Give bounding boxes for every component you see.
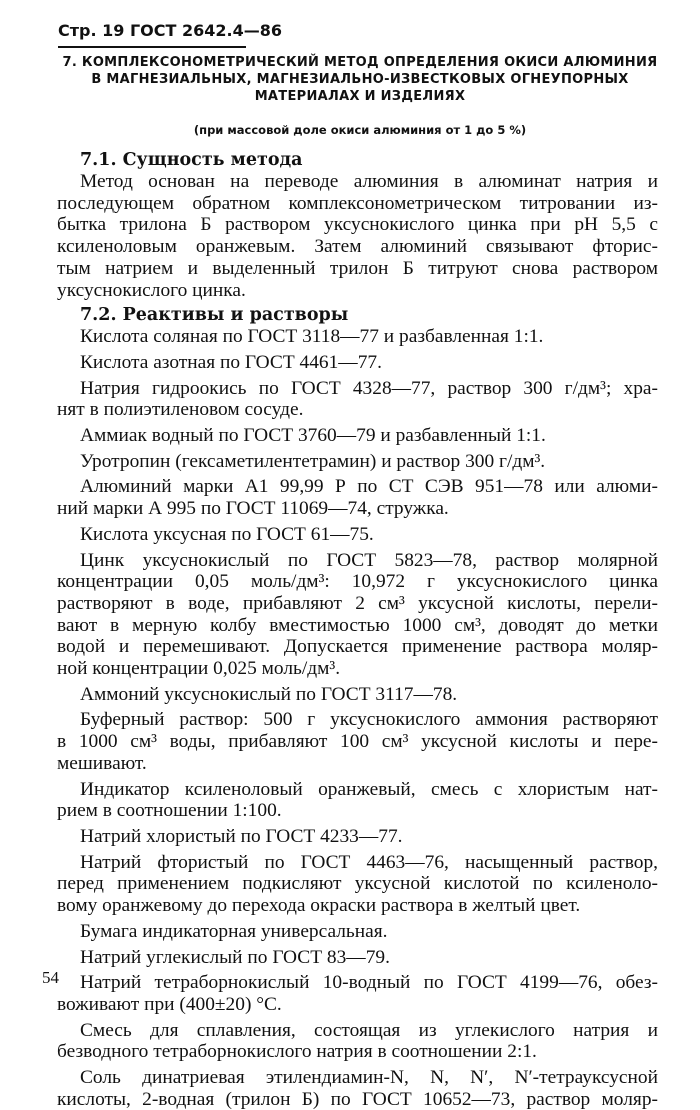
section-title-line: В МАГНЕЗИАЛЬНЫХ, МАГНЕЗИАЛЬНО-ИЗВЕСТКОВЫХ ОГНЕУПОРНЫХ [91, 72, 629, 87]
body-text [57, 146, 658, 1110]
text-line: Натрий тетраборнокислый 10-водный по ГОСТ 4199—76, обез- [80, 972, 658, 994]
text-line: Уротропин (гексаметилентетрамин) и раствор 300 г/дм³. [80, 450, 546, 472]
text-line: Аммоний уксуснокислый по ГОСТ 3117—78. [80, 683, 458, 705]
text-line: Кислота уксусная по ГОСТ 61—75. [80, 523, 374, 545]
text-line: вому оранжевому до перехода окраски раствора в желтый цвет. [57, 895, 581, 917]
text-line: мешивают. [57, 752, 147, 774]
text-line: растворяют в воде, прибавляют 2 см³ уксусной кислоты, перели- [57, 592, 658, 614]
text-line: Бумага индикаторная универсальная. [80, 920, 388, 942]
text-line: тым натрием и выделенный трилон Б титруют снова раствором [57, 257, 658, 279]
reagent-item [80, 451, 658, 473]
text-line: водой и перемешивают. Допускается применение раствора моляр- [57, 636, 658, 658]
text-line: концентрации 0,05 моль/дм³: 10,972 г уксуснокислого цинка [57, 571, 658, 593]
header-rule [58, 46, 246, 48]
reagent-item [57, 1019, 658, 1063]
text-line: безводного тетраборнокислого натрия в соотношении 2:1. [57, 1041, 537, 1063]
text-line: Алюминий марки А1 99,99 Р по СТ СЭВ 951—78 или алюми- [80, 476, 658, 498]
text-line: Натрий хлористый по ГОСТ 4233—77. [80, 825, 403, 847]
reagent-item [57, 476, 658, 520]
reagent-item [80, 524, 658, 546]
text-line: Натрий углекислый по ГОСТ 83—79. [80, 946, 390, 968]
text-line: Аммиак водный по ГОСТ 3760—79 и разбавленный 1:1. [80, 425, 546, 447]
reagent-item [80, 826, 658, 848]
reagent-item [57, 1067, 658, 1110]
text-line: кислоты, 2-водная (трилон Б) по ГОСТ 10652—73, раствор моляр- [57, 1088, 658, 1110]
text-line: Индикатор ксиленоловый оранжевый, смесь с хлористым нат- [80, 778, 658, 800]
page-number: 54 [42, 968, 59, 987]
text-line: Смесь для сплавления, состоящая из углекислого натрия и [80, 1019, 658, 1041]
text-line: Натрий фтористый по ГОСТ 4463—76, насыщенный раствор, [80, 851, 658, 873]
section-subtitle: (при массовой доле окиси алюминия от 1 до 5 %) [193, 123, 527, 137]
text-line: бытка трилона Б раствором уксуснокислого цинка при pH 5,5 с [57, 214, 658, 236]
text-line: последующем обратном комплексонометрическом титровании из- [57, 192, 658, 214]
reagent-item [57, 851, 658, 917]
section-title-line: 7. КОМПЛЕКСОНОМЕТРИЧЕСКИЙ МЕТОД ОПРЕДЕЛЕНИЯ ОКИСИ АЛЮМИНИЯ [62, 55, 658, 70]
reagent-item [57, 778, 658, 822]
text-line: Натрия гидроокись по ГОСТ 4328—77, раствор 300 г/дм³; хра- [80, 377, 658, 399]
text-line: ксиленоловым оранжевым. Затем алюминий связывают фторис- [57, 236, 658, 258]
text-line: ний марки А 995 по ГОСТ 11069—74, стружка. [57, 498, 449, 520]
text-line: Цинк уксуснокислый по ГОСТ 5823—78, раствор молярной [80, 549, 658, 571]
reagent-item [80, 352, 658, 374]
text-line: ной концентрации 0,025 моль/дм³. [57, 658, 341, 680]
text-line: воживают при (400±20) °С. [57, 993, 282, 1015]
text-line: в 1000 см³ воды, прибавляют 100 см³ уксусной кислоты и пере- [57, 731, 658, 753]
reagent-item [57, 377, 658, 421]
section-title-line: МАТЕРИАЛАХ И ИЗДЕЛИЯХ [254, 89, 466, 104]
reagent-list [57, 326, 658, 1110]
subsection-7-1-paragraph [57, 171, 658, 301]
text-line: нят в полиэтиленовом сосуде. [57, 399, 304, 421]
text-line: Кислота азотная по ГОСТ 4461—77. [80, 351, 382, 373]
text-line: Метод основан на переводе алюминия в алюминат натрия и [80, 171, 658, 192]
reagent-item [57, 709, 658, 774]
reagent-item [57, 549, 658, 680]
reagent-item [57, 972, 658, 1015]
text-line: вают в мерную колбу вместимостью 1000 см³, доводят до метки [57, 614, 658, 636]
subsection-heading-7-2: 7.2. Реактивы и растворы [80, 305, 349, 326]
text-line: перед применением подкисляют уксусной кислотой по ксиленоло- [57, 873, 658, 895]
reagent-item [80, 326, 658, 348]
reagent-item [80, 921, 658, 943]
text-line: рием в соотношении 1:100. [57, 800, 282, 822]
reagent-item [80, 425, 658, 447]
text-line: Буферный раствор: 500 г уксуснокислого аммония растворяют [80, 709, 658, 731]
reagent-item [80, 947, 658, 969]
subsection-heading-7-1: 7.1. Сущность метода [80, 150, 303, 170]
reagent-item [80, 684, 658, 706]
text-line: Соль динатриевая этилендиамин-N, N, N′, N′-тетрауксусной [80, 1067, 658, 1089]
text-line: Кислота соляная по ГОСТ 3118—77 и разбавленная 1:1. [80, 326, 544, 348]
text-line: уксуснокислого цинка. [57, 279, 246, 301]
running-head: Стр. 19 ГОСТ 2642.4—86 [58, 21, 282, 40]
section-title [40, 54, 680, 105]
